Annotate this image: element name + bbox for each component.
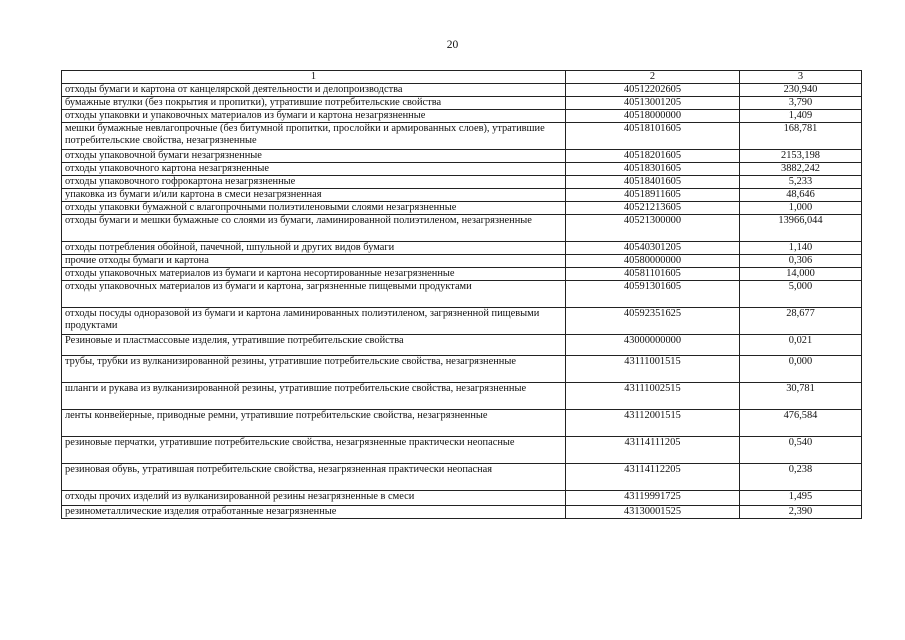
waste-amount-cell: 1,409 — [740, 110, 862, 123]
table-row — [62, 242, 862, 255]
column-header-3: 3 — [740, 71, 862, 84]
waste-amount-cell: 230,940 — [740, 84, 862, 97]
waste-code-cell: 43111001515 — [566, 356, 740, 383]
waste-name-cell: упаковка из бумаги и/или картона в смеси незагрязненная — [62, 189, 566, 202]
waste-code-cell: 43114111205 — [566, 437, 740, 464]
waste-code-cell: 40518000000 — [566, 110, 740, 123]
waste-amount-cell: 476,584 — [740, 410, 862, 437]
waste-code-cell: 43111002515 — [566, 383, 740, 410]
waste-name-cell: отходы потребления обойной, пачечной, шпульной и других видов бумаги — [62, 242, 566, 255]
waste-table — [61, 70, 862, 519]
table-row — [62, 281, 862, 308]
waste-code-cell: 40518401605 — [566, 176, 740, 189]
waste-code-cell: 40591301605 — [566, 281, 740, 308]
table-row — [62, 202, 862, 215]
waste-code-cell: 40518911605 — [566, 189, 740, 202]
table-row — [62, 163, 862, 176]
waste-amount-cell: 0,306 — [740, 255, 862, 268]
waste-code-cell: 40540301205 — [566, 242, 740, 255]
waste-name-cell: резинометаллические изделия отработанные незагрязненные — [62, 506, 566, 519]
table-row — [62, 189, 862, 202]
table-row — [62, 110, 862, 123]
header-row — [62, 71, 862, 84]
waste-code-cell: 43112001515 — [566, 410, 740, 437]
table-row — [62, 308, 862, 335]
waste-name-cell: резиновые перчатки, утратившие потребительские свойства, незагрязненные практически неопасные — [62, 437, 566, 464]
waste-amount-cell: 48,646 — [740, 189, 862, 202]
waste-name-cell: отходы упаковочных материалов из бумаги и картона несортированные незагрязненные — [62, 268, 566, 281]
table-row — [62, 255, 862, 268]
waste-amount-cell: 0,021 — [740, 335, 862, 356]
waste-amount-cell: 30,781 — [740, 383, 862, 410]
table-row — [62, 410, 862, 437]
waste-code-cell: 40592351625 — [566, 308, 740, 335]
waste-name-cell: бумажные втулки (без покрытия и пропитки), утратившие потребительские свойства — [62, 97, 566, 110]
waste-name-cell: отходы упаковочной бумаги незагрязненные — [62, 150, 566, 163]
waste-amount-cell: 1,000 — [740, 202, 862, 215]
table-row — [62, 356, 862, 383]
waste-amount-cell: 14,000 — [740, 268, 862, 281]
waste-name-cell: отходы упаковочного гофрокартона незагрязненные — [62, 176, 566, 189]
waste-amount-cell: 0,540 — [740, 437, 862, 464]
waste-code-cell: 40518101605 — [566, 123, 740, 150]
table-row — [62, 383, 862, 410]
waste-code-cell: 40512202605 — [566, 84, 740, 97]
waste-name-cell: Резиновые и пластмассовые изделия, утратившие потребительские свойства — [62, 335, 566, 356]
waste-amount-cell: 3882,242 — [740, 163, 862, 176]
waste-name-cell: резиновая обувь, утратившая потребительские свойства, незагрязненная практически неопасная — [62, 464, 566, 491]
waste-amount-cell: 0,238 — [740, 464, 862, 491]
table-row — [62, 437, 862, 464]
waste-amount-cell: 1,140 — [740, 242, 862, 255]
table-row — [62, 335, 862, 356]
waste-code-cell: 40521213605 — [566, 202, 740, 215]
table-row — [62, 84, 862, 97]
waste-name-cell: ленты конвейерные, приводные ремни, утратившие потребительские свойства, незагрязненные — [62, 410, 566, 437]
waste-name-cell: отходы посуды одноразовой из бумаги и картона ламинированных полиэтиленом, загрязненной пищевыми продуктами — [62, 308, 566, 335]
waste-code-cell: 43119991725 — [566, 491, 740, 506]
waste-amount-cell: 28,677 — [740, 308, 862, 335]
waste-code-cell: 40518301605 — [566, 163, 740, 176]
waste-code-cell: 43114112205 — [566, 464, 740, 491]
table-body — [62, 84, 862, 519]
waste-name-cell: отходы упаковки бумажной с влагопрочными полиэтиленовыми слоями незагрязненные — [62, 202, 566, 215]
waste-code-cell: 40580000000 — [566, 255, 740, 268]
waste-code-cell: 43130001525 — [566, 506, 740, 519]
waste-amount-cell: 1,495 — [740, 491, 862, 506]
table-row — [62, 176, 862, 189]
waste-name-cell: отходы бумаги и картона от канцелярской деятельности и делопроизводства — [62, 84, 566, 97]
waste-name-cell: трубы, трубки из вулканизированной резины, утратившие потребительские свойства, незагрязненные — [62, 356, 566, 383]
table-row — [62, 464, 862, 491]
waste-name-cell: отходы упаковочного картона незагрязненные — [62, 163, 566, 176]
waste-code-cell: 40518201605 — [566, 150, 740, 163]
waste-name-cell: мешки бумажные невлагопрочные (без битумной пропитки, прослойки и армированных слоев), утратившие потребительские свойства, незагрязненные — [62, 123, 566, 150]
waste-amount-cell: 13966,044 — [740, 215, 862, 242]
waste-amount-cell: 2153,198 — [740, 150, 862, 163]
column-header-1: 1 — [62, 71, 566, 84]
waste-code-cell: 43000000000 — [566, 335, 740, 356]
waste-amount-cell: 3,790 — [740, 97, 862, 110]
table-row — [62, 506, 862, 519]
waste-name-cell: отходы бумаги и мешки бумажные со слоями из бумаги, ламинированной полиэтиленом, незагрязненные — [62, 215, 566, 242]
waste-code-cell: 40521300000 — [566, 215, 740, 242]
waste-name-cell: шланги и рукава из вулканизированной резины, утратившие потребительские свойства, незагрязненные — [62, 383, 566, 410]
table-row — [62, 491, 862, 506]
table-row — [62, 150, 862, 163]
table-row — [62, 215, 862, 242]
waste-amount-cell: 5,000 — [740, 281, 862, 308]
waste-name-cell: отходы прочих изделий из вулканизированной резины незагрязненные в смеси — [62, 491, 566, 506]
waste-amount-cell: 0,000 — [740, 356, 862, 383]
waste-amount-cell: 2,390 — [740, 506, 862, 519]
table-row — [62, 268, 862, 281]
table-row — [62, 123, 862, 150]
table-row — [62, 97, 862, 110]
waste-name-cell: отходы упаковки и упаковочных материалов из бумаги и картона незагрязненные — [62, 110, 566, 123]
waste-amount-cell: 5,233 — [740, 176, 862, 189]
page-number: 20 — [446, 39, 459, 51]
waste-name-cell: отходы упаковочных материалов из бумаги и картона, загрязненные пищевыми продуктами — [62, 281, 566, 308]
waste-code-cell: 40513001205 — [566, 97, 740, 110]
waste-amount-cell: 168,781 — [740, 123, 862, 150]
table-header — [62, 71, 862, 84]
column-header-2: 2 — [566, 71, 740, 84]
waste-code-cell: 40581101605 — [566, 268, 740, 281]
waste-name-cell: прочие отходы бумаги и картона — [62, 255, 566, 268]
